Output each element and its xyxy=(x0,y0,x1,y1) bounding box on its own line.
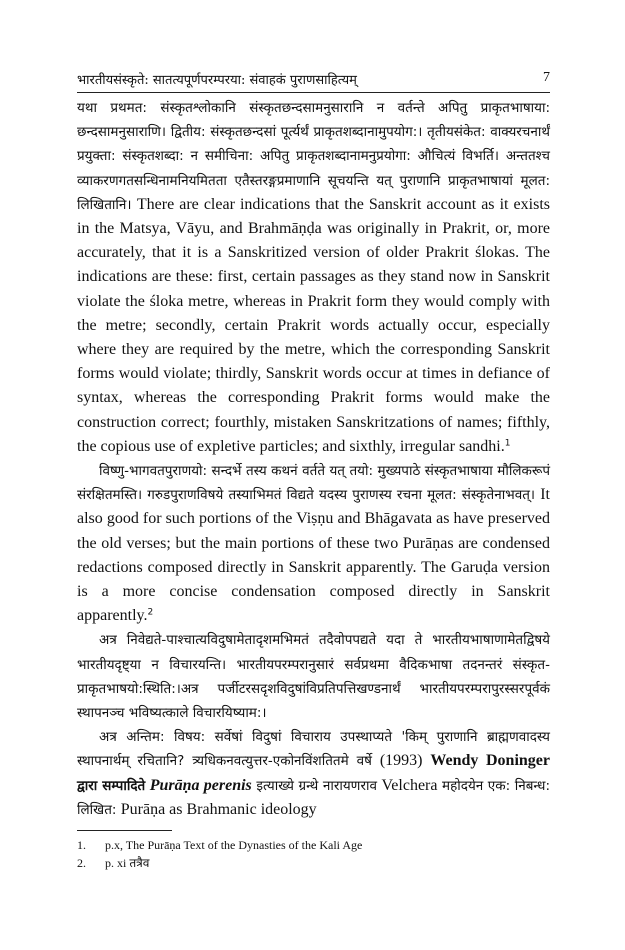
paragraph-1 xyxy=(77,96,550,459)
footnotes xyxy=(77,836,550,872)
footnote-ref-1: 1 xyxy=(504,438,511,449)
footnote-rule xyxy=(77,830,172,831)
paragraph-2-english: It also good for such portions of the Viṣṇu and Bhāgavata as have preserved the old verses; but the main portions of these two Purāṇas are condensed redactions composed directly in Sanskrit apparently. The Garuḍa version is a more concise condensation composed directly in Sanskrit apparently. xyxy=(77,486,550,625)
paragraph-4-year: (1993) xyxy=(379,752,423,770)
page-number: 7 xyxy=(543,70,550,85)
paragraph-3-sanskrit: अत्र निवेद्यते-पाश्चात्यविदुषामेतादृशमभिमतं तदैवोपपद्यते यदा ते भारतीयभाषाणामेतद्विषये भारतीयदृष्ट्या न विचारयन्ति। भारतीयपरम्परानुसारं सर्वप्रथमा वैदिकभाषा तदनन्तरं संस्कृत-प्राकृतभाषयो:स्थिति:।अत्र पर्जीटरसदृशविदुषांविप्रतिपत्तिखण्डनार्थं भारतीयपरम्परापुरस्सरपूर्वकं स्थापनञ्च भविष्यत्काले विचारयिष्याम:। xyxy=(77,632,550,722)
paragraph-1-english: There are clear indications that the Sanskrit account as it exists in the Matsya, Vāyu, and Brahmāṇḍa was originally in Prakrit, or, more accurately, that it is a Sanskritized version of older Prakrit ślokas. The indications are these: first, certain passages as they stand now in Sanskrit violate the śloka metre, whereas in Prakrit form they would comply with the metre; secondly, certain Prakrit words actually occur, especially where they are required by the metre, which the corresponding Sanskrit forms would violate; thirdly, Sanskrit words occur at times in defiance of syntax, whereas the corresponding Prakrit forms would make the construction correct; fourthly, mistaken Sanskritzations of names; fifthly, the copious use of expletive particles; and sixthly, irregular sandhi. xyxy=(77,195,550,455)
paragraph-4-author: Wendy Doninger xyxy=(430,752,550,770)
footnote-1-text: p.x, The Purāṇa Text of the Dynasties of the Kali Age xyxy=(105,838,363,852)
paragraph-4-essay-title: Purāṇa as Brahmanic ideology xyxy=(120,800,317,818)
running-title: भारतीयसंस्कृते: सातत्यपूर्णपरम्परया: संवाहकं पुराणसाहित्यम् xyxy=(77,73,357,88)
paragraph-4-velchera: Velchera xyxy=(381,776,438,794)
paragraph-4-sanskrit-a: अत्र अन्तिम: विषय: सर्वेषां विदुषां विचाराय उपस्थाप्यते 'किम् पुराणानि ब्राह्मणवादस्य स्थापनार्थम् रचितानि? त्र्यधिकनवत्युत्तर-एकोनविंशतितमे वर्षे xyxy=(77,729,550,770)
paragraph-4-sanskrit-b: द्वारा सम्पादिते xyxy=(77,777,146,794)
page-body xyxy=(77,96,550,822)
paragraph-4-sanskrit-d: महोदयेन एक: निबन्ध: लिखित: xyxy=(77,777,551,818)
paragraph-4 xyxy=(77,725,550,822)
header-rule xyxy=(77,92,550,93)
paragraph-2-sanskrit: विष्णु-भागवतपुराणयो: सन्दर्भे तस्य कथनं वर्तते यत् तयो: मुख्यपाठे संस्कृतभाषाया मौलिकरूपं संरक्षितमस्ति। गरुडपुराणविषये तस्याभिमतं विद्यते यदस्य पुराणस्य रचना मूलत: संस्कृतेनाभवत्। xyxy=(77,463,550,504)
footnote-1-number: 1. xyxy=(77,838,86,852)
footnote-2 xyxy=(77,854,550,872)
footnote-ref-2: 2 xyxy=(147,607,154,618)
footnote-2-text: p. xi तत्रैव xyxy=(105,856,150,870)
paragraph-2 xyxy=(77,459,550,628)
paragraph-4-book-title: Purāṇa perenis xyxy=(149,776,252,794)
running-head xyxy=(77,70,550,90)
paragraph-4-sanskrit-c: इत्याख्ये ग्रन्थे नारायणराव xyxy=(256,777,377,794)
footnote-1 xyxy=(77,836,550,854)
paragraph-1-sanskrit: यथा प्रथमत: संस्कृतश्लोकानि संस्कृतछन्दसामनुसारानि न वर्तन्ते अपितु प्राकृतभाषाया: छन्दसामनुसाराणि। द्वितीय: संस्कृतछन्दसां पूर्त्यर्थं प्राकृतशब्दानामुपयोग:। तृतीयसंकेत: वाक्यरचनार्थं प्रयुक्ता: संस्कृतशब्दा: न समीचिना: अपितु प्राकृतशब्दानामनुप्रयोगा: औचित्यं विभर्ति। अन्ततश्च व्याकरणगतसन्धिनामनियमितता एतैस्तरङ्गप्रमाणानि सूचयन्ति यत् पुराणानि प्राकृतभाषायां मूलत: लिखितानि। xyxy=(77,100,550,213)
paragraph-3 xyxy=(77,628,550,725)
footnote-2-number: 2. xyxy=(77,856,86,870)
